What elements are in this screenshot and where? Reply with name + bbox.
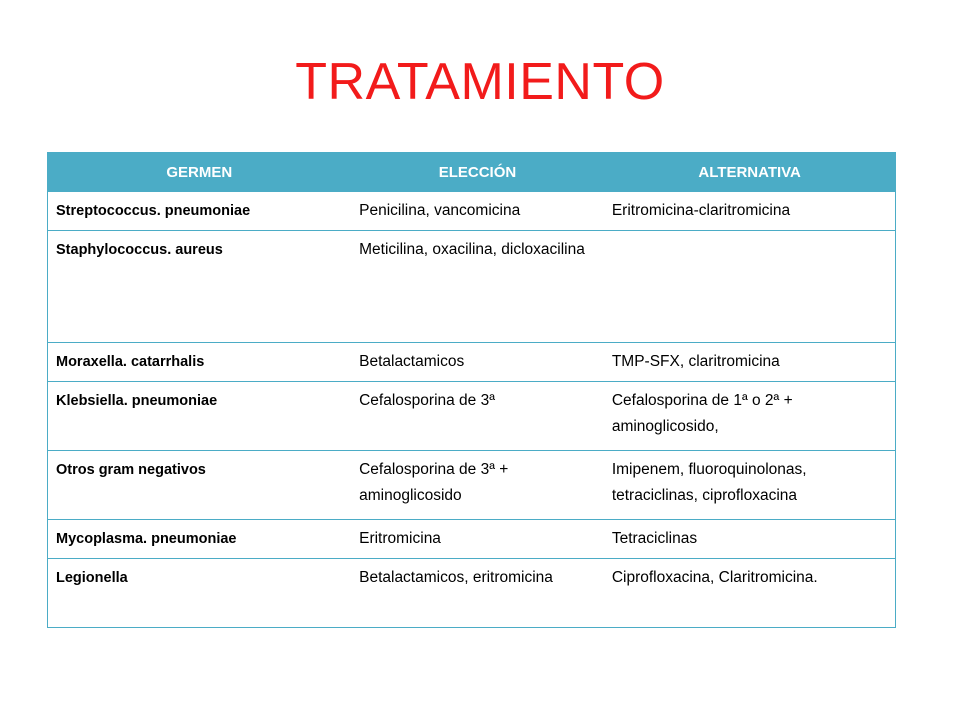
cell-germen: Otros gram negativos [48,451,352,520]
cell-germen: Klebsiella. pneumoniae [48,382,352,451]
table-row [48,451,896,520]
cell-eleccion: Cefalosporina de 3ª [351,382,604,451]
cell-eleccion: Betalactamicos, eritromicina [351,559,604,628]
table-row [48,192,896,231]
cell-eleccion: Cefalosporina de 3ª + aminoglicosido [351,451,604,520]
column-header-eleccion: ELECCIÓN [351,153,604,192]
cell-germen: Streptococcus. pneumoniae [48,192,352,231]
table-body [48,192,896,628]
column-header-germen: GERMEN [48,153,352,192]
cell-alternativa: Ciprofloxacina, Claritromicina. [604,559,896,628]
cell-eleccion: Meticilina, oxacilina, dicloxacilina [351,231,604,343]
cell-alternativa: Eritromicina-claritromicina [604,192,896,231]
treatment-table-container [47,152,896,628]
cell-alternativa: Tetraciclinas [604,520,896,559]
cell-eleccion: Betalactamicos [351,343,604,382]
cell-alternativa [604,231,896,343]
table-header [48,153,896,192]
table-row [48,231,896,343]
cell-alternativa: Imipenem, fluoroquinolonas, tetraciclinas, ciprofloxacina [604,451,896,520]
column-header-alternativa: ALTERNATIVA [604,153,896,192]
table-row [48,520,896,559]
slide-title: TRATAMIENTO [295,53,665,111]
treatment-table [47,152,896,628]
table-row [48,343,896,382]
header-row [48,153,896,192]
cell-eleccion: Penicilina, vancomicina [351,192,604,231]
cell-germen: Staphylococcus. aureus [48,231,352,343]
cell-germen: Mycoplasma. pneumoniae [48,520,352,559]
table-row [48,559,896,628]
cell-alternativa: Cefalosporina de 1ª o 2ª + aminoglicosido, [604,382,896,451]
cell-eleccion: Eritromicina [351,520,604,559]
cell-germen: Legionella [48,559,352,628]
cell-germen: Moraxella. catarrhalis [48,343,352,382]
table-row [48,382,896,451]
cell-alternativa: TMP-SFX, claritromicina [604,343,896,382]
